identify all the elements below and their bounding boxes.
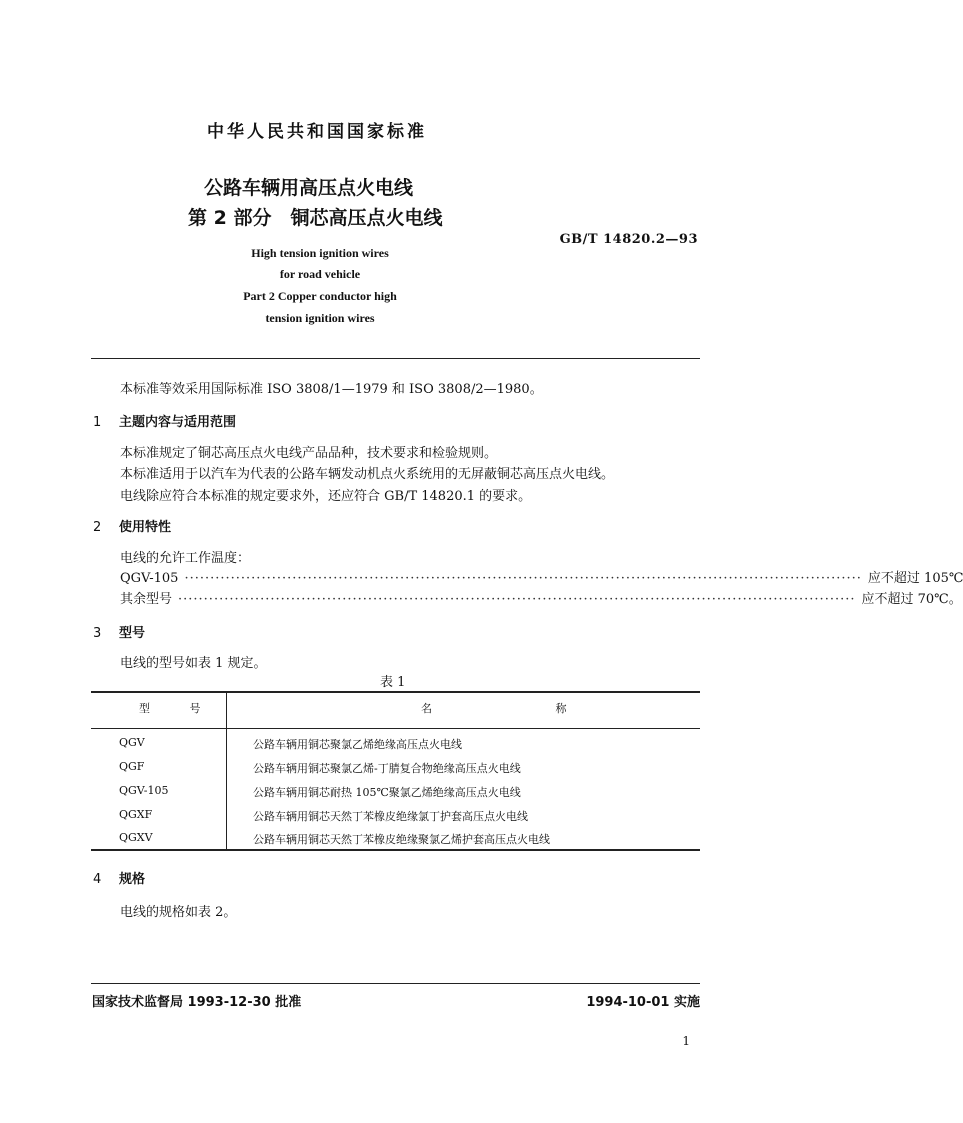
section-2-title: 使用特性 — [119, 520, 172, 535]
temperature-row-others — [120, 588, 962, 607]
temperature-row-label: 其余型号 — [120, 592, 173, 607]
section-1-number: 1 — [93, 415, 102, 430]
standard-code: GB/T 14820.2—93 — [559, 232, 698, 247]
intro-paragraph: 本标准等效采用国际标准 ISO 3808/1—1979 和 ISO 3808/2—1980。 — [120, 382, 543, 397]
table-row — [91, 731, 700, 755]
section-1-paragraph-3: 电线除应符合本标准的规定要求外，还应符合 GB/T 14820.1 的要求。 — [120, 489, 532, 504]
country-standard-heading: 中华人民共和国国家标准 — [207, 122, 427, 142]
title-en-line1: High tension ignition wires — [251, 246, 389, 260]
temperature-row-value: 应不超过 70℃。 — [861, 592, 962, 607]
title-cn-line1: 公路车辆用高压点火电线 — [204, 177, 414, 199]
table-cell-model: QGF — [119, 760, 145, 773]
header-divider — [91, 358, 700, 359]
table-bottom-rule — [91, 849, 700, 851]
approval-date: 国家技术监督局 1993-12-30 批准 — [92, 995, 302, 1010]
table-row — [91, 803, 700, 827]
table-cell-model: QGV — [119, 736, 145, 749]
page-number: 1 — [682, 1034, 690, 1048]
section-4-number: 4 — [93, 872, 102, 887]
table-row — [91, 826, 700, 850]
table-header-model: 型 号 — [139, 702, 219, 715]
section-3-lead: 电线的型号如表 1 规定。 — [120, 656, 267, 671]
footer-divider — [91, 983, 700, 984]
section-3-number: 3 — [93, 626, 102, 641]
table-header-row — [91, 693, 700, 727]
table-cell-model: QGXF — [119, 808, 153, 821]
section-3-title: 型号 — [119, 626, 146, 641]
section-2-number: 2 — [93, 520, 102, 535]
section-1-paragraph-2: 本标准适用于以汽车为代表的公路车辆发动机点火系统用的无屏蔽铜芯高压点火电线。 — [120, 467, 615, 482]
table-cell-name: 公路车辆用铜芯天然丁苯橡皮绝缘聚氯乙烯护套高压点火电线 — [253, 833, 550, 846]
section-1-paragraph-1: 本标准规定了铜芯高压点火电线产品品种，技术要求和检验规则。 — [120, 446, 498, 461]
table-cell-name: 公路车辆用铜芯聚氯乙烯绝缘高压点火电线 — [253, 738, 462, 751]
title-en-line2: for road vehicle — [279, 267, 361, 281]
table-header-rule — [91, 728, 700, 729]
leader-dots: ···································································································································· — [184, 571, 862, 586]
title-cn-line2: 第 2 部分 铜芯高压点火电线 — [188, 207, 443, 229]
section-4-lead: 电线的规格如表 2。 — [120, 905, 237, 920]
section-2-lead: 电线的允许工作温度： — [120, 551, 251, 566]
temperature-row-value: 应不超过 105℃ — [867, 571, 963, 586]
title-en-line4: tension ignition wires — [265, 311, 375, 325]
table-cell-name: 公路车辆用铜芯耐热 105℃聚氯乙烯绝缘高压点火电线 — [253, 786, 521, 799]
section-1-title: 主题内容与适用范围 — [119, 415, 237, 430]
section-3-heading — [93, 622, 145, 641]
table-cell-model: QGV-105 — [119, 784, 169, 797]
section-4-heading — [93, 868, 145, 887]
section-1-heading — [93, 411, 236, 430]
table-cell-name: 公路车辆用铜芯天然丁苯橡皮绝缘氯丁护套高压点火电线 — [253, 810, 528, 823]
section-4-title: 规格 — [119, 872, 146, 887]
table-cell-name: 公路车辆用铜芯聚氯乙烯-丁腈复合物绝缘高压点火电线 — [253, 762, 521, 775]
table-row — [91, 755, 700, 779]
table-1-caption: 表 1 — [380, 675, 406, 690]
title-en-line3: Part 2 Copper conductor high — [243, 289, 397, 303]
section-2-heading — [93, 516, 171, 535]
temperature-row-qgv105 — [120, 567, 963, 586]
temperature-row-label: QGV-105 — [120, 571, 179, 586]
table-row — [91, 779, 700, 803]
leader-dots: ···································································································································· — [178, 592, 856, 607]
implementation-date: 1994-10-01 实施 — [586, 995, 700, 1010]
table-header-name: 名 称 — [421, 702, 627, 715]
table-cell-model: QGXV — [119, 831, 153, 844]
